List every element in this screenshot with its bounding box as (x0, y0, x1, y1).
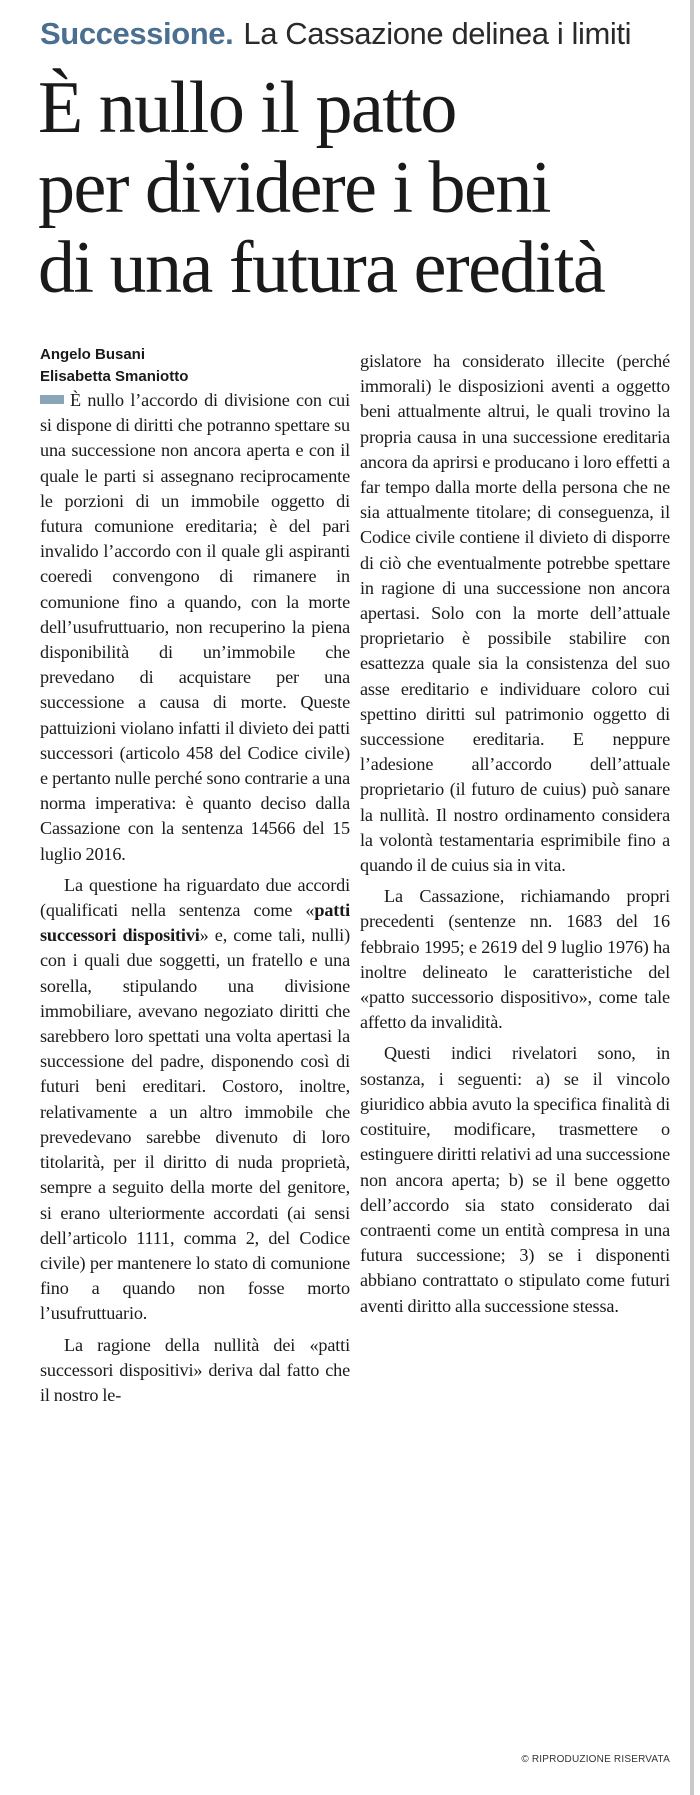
paragraph-5: La Cassazione, richiamando propri precedenti (sentenze nn. 1683 del 16 febbraio 1995; e 2619 del 9 luglio 1976) ha inoltre delineato le caratteristiche del «patto successorio dispositivo», come tale affetto da invalidità. (360, 886, 670, 1033)
paragraph-4: gislatore ha considerato illecite (perché immorali) le disposizioni aventi a oggetto beni attualmente altrui, le quali trovino la propria causa in una successione ereditaria ancora da aprirsi e producano i loro effetti a far tempo dalla morte della persona che ne sia attualmente titolare; di conseguenza, il Codice civile contiene il divieto di disporre di ciò che eventualmente potrebbe spettare in ragione di una successione non ancora apertasi. Solo con la morte dell’attuale proprietario è possibile stabilire con esattezza quale sia la consistenza del suo asse ereditario e individuare coloro cui spettino diritti sul patrimonio oggetto di successione ereditaria. E neppure l’adesione all’accordo dell’attuale proprietario (il futuro de cuius) può sanare la nullità. Il nostro ordinamento considera la volontà testamentaria esprimibile fino a quando il de cuius sia in vita. (360, 351, 670, 876)
copyright-notice: © RIPRODUZIONE RISERVATA (521, 1754, 670, 1765)
lead-bar-icon (40, 395, 64, 404)
headline (38, 68, 678, 308)
paragraph-1-text: È nullo l’accordo di divisione con cui si dispone di diritti che potranno spettare su una successione non ancora aperta e con il quale le parti si assegnano reciprocamente le porzioni di un immobile oggetto di futura comunione ereditaria; è del pari invalido l’accordo con il quale gli aspiranti coeredi convengono di rimanere in comunione fino a quando, con la morte dell’usufruttuario, non recuperino la piena disponibilità di un’immobile che prevedano di acquistare per una successione a causa di morte. Queste pattuizioni violano infatti il divieto dei patti successori (articolo 458 del Codice civile) e pertanto nulle perché sono contrarie a una norma imperativa: è quanto deciso dalla Cassazione con la sentenza 14566 del 15 luglio 2016. (40, 390, 350, 864)
paragraph-2-text-b: » e, come tali, nulli) con i quali due soggetti, un fratello e una sorella, stipulando una divisione immobiliare, avevano negoziato diritti che sarebbero loro spettati una volta apertasi la successione del padre, disponendo così di futuri beni ereditari. Costoro, inoltre, relativamente a un altro immobile che prevedevano sarebbe divenuto di loro titolarità, per il diritto di nuda proprietà, sempre a seguito della morte del genitore, si erano ulteriormente accordati (ai sensi dell’articolo 1111, comma 2, del Codice civile) per mantenere lo stato di comunione fino a quando non fosse morto l’usufruttuario. (40, 925, 350, 1324)
paragraph-2-bold: patti successori dispositivi (40, 900, 350, 946)
kicker-tag: Successione. (40, 16, 234, 51)
page-edge-rule (690, 0, 694, 1795)
left-body (40, 388, 350, 1408)
kicker-subtitle: La Cassazione delinea i limiti (243, 16, 632, 51)
headline-line-3: di una futura eredità (38, 227, 605, 309)
right-column (360, 349, 670, 1319)
left-column (40, 344, 350, 1408)
paragraph-3: La ragione della nullità dei «patti successori dispositivi» deriva dal fatto che il nostro le- (40, 1334, 350, 1405)
headline-line-1: È nullo il patto (38, 67, 456, 149)
paragraph-2-text-a: La questione ha riguardato due accordi (qualificati nella sentenza come « (40, 874, 350, 921)
headline-line-2: per dividere i beni (38, 147, 550, 229)
author-2: Elisabetta Smaniotto (40, 368, 189, 385)
paragraph-2 (40, 873, 350, 1327)
section-kicker (40, 14, 680, 54)
paragraph-6: Questi indici rivelatori sono, in sostanza, i seguenti: a) se il vincolo giuridico abbia avuto la specifica finalità di costituire, modificare, trasmettere o estinguere diritti relativi ad una successione non ancora aperta; b) se il bene oggetto dell’accordo sia stato considerato dai contraenti come un entità compresa in una futura successione; 3) se i disponenti abbiano contrattato o stipulato come futuri aventi diritto alla successione stessa. (360, 1043, 670, 1316)
author-1: Angelo Busani (40, 346, 146, 363)
right-body (360, 349, 670, 1319)
byline (40, 344, 350, 388)
paragraph-1 (40, 388, 350, 867)
